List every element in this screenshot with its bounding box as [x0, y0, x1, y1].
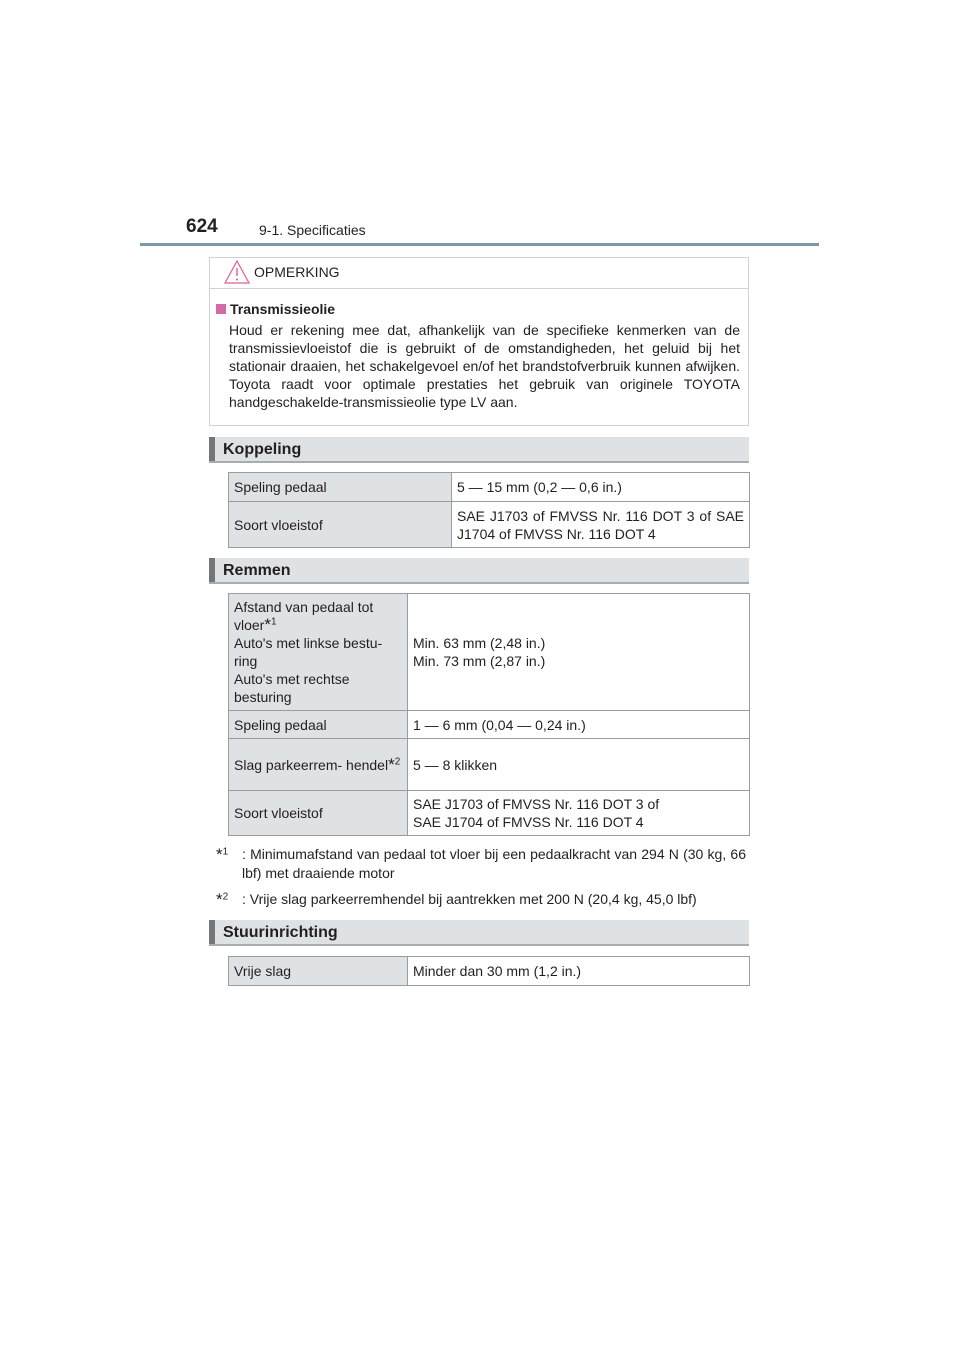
- warning-triangle-icon: [223, 259, 251, 285]
- footnote-text: : Vrije slag parkeerremhendel bij aantrekken met 200 N (20,4 kg, 45,0 lbf): [242, 891, 697, 907]
- table-cell-value: SAE J1703 of FMVSS Nr. 116 DOT 3 of SAE J1704 of FMVSS Nr. 116 DOT 4: [452, 502, 750, 548]
- table-cell-label: [229, 594, 408, 711]
- section-title: 9-1. Specificaties: [259, 222, 366, 238]
- notice-subheading: [216, 301, 335, 317]
- koppeling-table: [228, 472, 750, 548]
- section-heading-koppeling: [209, 437, 749, 463]
- table-cell-value: [408, 594, 750, 711]
- table-cell-value: 5 — 15 mm (0,2 — 0,6 in.): [452, 473, 750, 502]
- table-cell-label: [229, 739, 408, 791]
- table-cell-value: 5 — 8 klikken: [408, 739, 750, 791]
- fluid-value-line: SAE J1703 of FMVSS Nr. 116 DOT 3 of: [413, 796, 660, 812]
- footnote-sup: 2: [222, 891, 229, 903]
- table-row: [229, 957, 750, 986]
- footnote-sup: 2: [394, 755, 401, 767]
- pedal-floor-lhd-label: Auto's met linkse bestu- ring: [234, 635, 383, 669]
- section-heading-remmen: [209, 558, 749, 584]
- footnote-sup: 1: [270, 616, 277, 628]
- pedal-floor-rhd-label: Auto's met rechtse besturing: [234, 671, 350, 705]
- table-cell-label: Vrije slag: [229, 957, 408, 986]
- table-row: [229, 594, 750, 711]
- table-row: [229, 739, 750, 791]
- section-heading-title: Koppeling: [223, 441, 302, 458]
- notice-text: Houd er rekening mee dat, afhankelijk van de specifieke kenmerken van de transmissievloeistof die is gebruikt of de omstandigheden, het geluid bij het stationair draaien, het schakelgevoel en/of het brandstofverbruik kunnen afwijken. Toyota raadt voor optimale prestaties het gebruik van originele TOYOTA handgeschakelde-transmissieolie type LV aan.: [229, 322, 740, 410]
- footnote-star: *: [216, 845, 223, 864]
- pedal-floor-rhd-value: Min. 73 mm (2,87 in.): [413, 653, 546, 669]
- table-cell-value: [408, 791, 750, 836]
- stuurinrichting-table: [228, 956, 750, 986]
- pedal-floor-lhd-value: Min. 63 mm (2,48 in.): [413, 635, 546, 651]
- table-row: [229, 711, 750, 739]
- notice-header: [210, 258, 748, 289]
- table-cell-label: Soort vloeistof: [229, 791, 408, 836]
- table-row: [229, 473, 750, 502]
- footnote-marker: [216, 845, 228, 865]
- section-heading-stuurinrichting: [209, 920, 749, 946]
- footnote-star: *: [216, 890, 223, 909]
- table-cell-value: 1 — 6 mm (0,04 — 0,24 in.): [408, 711, 750, 739]
- footnote-marker: [216, 890, 228, 910]
- section-heading-title: Stuurinrichting: [223, 924, 338, 941]
- footnote-star: *: [388, 754, 395, 774]
- table-cell-label: Speling pedaal: [229, 473, 452, 502]
- header-rule: [140, 243, 819, 246]
- parking-brake-label: Slag parkeerrem- hendel: [234, 756, 389, 773]
- notice-label: OPMERKING: [254, 264, 340, 280]
- heading-bar: [209, 437, 215, 461]
- footnote-star: *: [264, 615, 271, 634]
- table-cell-label: Soort vloeistof: [229, 502, 452, 548]
- table-row: [229, 791, 750, 836]
- page-number: 624: [186, 216, 218, 237]
- fluid-value-line: SAE J1704 of FMVSS Nr. 116 DOT 4: [413, 814, 644, 830]
- footnote-2: [216, 890, 746, 909]
- table-row: [229, 502, 750, 548]
- notice-box: [209, 257, 749, 426]
- remmen-table: [228, 593, 750, 836]
- footnote-1: [216, 845, 746, 883]
- pedal-floor-label: Afstand van pedaal tot vloer: [234, 599, 374, 633]
- notice-subheading-text: Transmissieolie: [230, 301, 336, 317]
- table-cell-label: Speling pedaal: [229, 711, 408, 739]
- footnote-text: : Minimumafstand van pedaal tot vloer bij een pedaalkracht van 294 N (30 kg, 66 lbf) met draaiende motor: [242, 846, 746, 881]
- page-header: [140, 214, 820, 248]
- footnote-sup: 1: [222, 846, 229, 858]
- square-bullet-icon: [216, 304, 226, 314]
- table-cell-value: Minder dan 30 mm (1,2 in.): [408, 957, 750, 986]
- heading-bar: [209, 558, 215, 582]
- heading-bar: [209, 920, 215, 944]
- section-heading-title: Remmen: [223, 562, 291, 579]
